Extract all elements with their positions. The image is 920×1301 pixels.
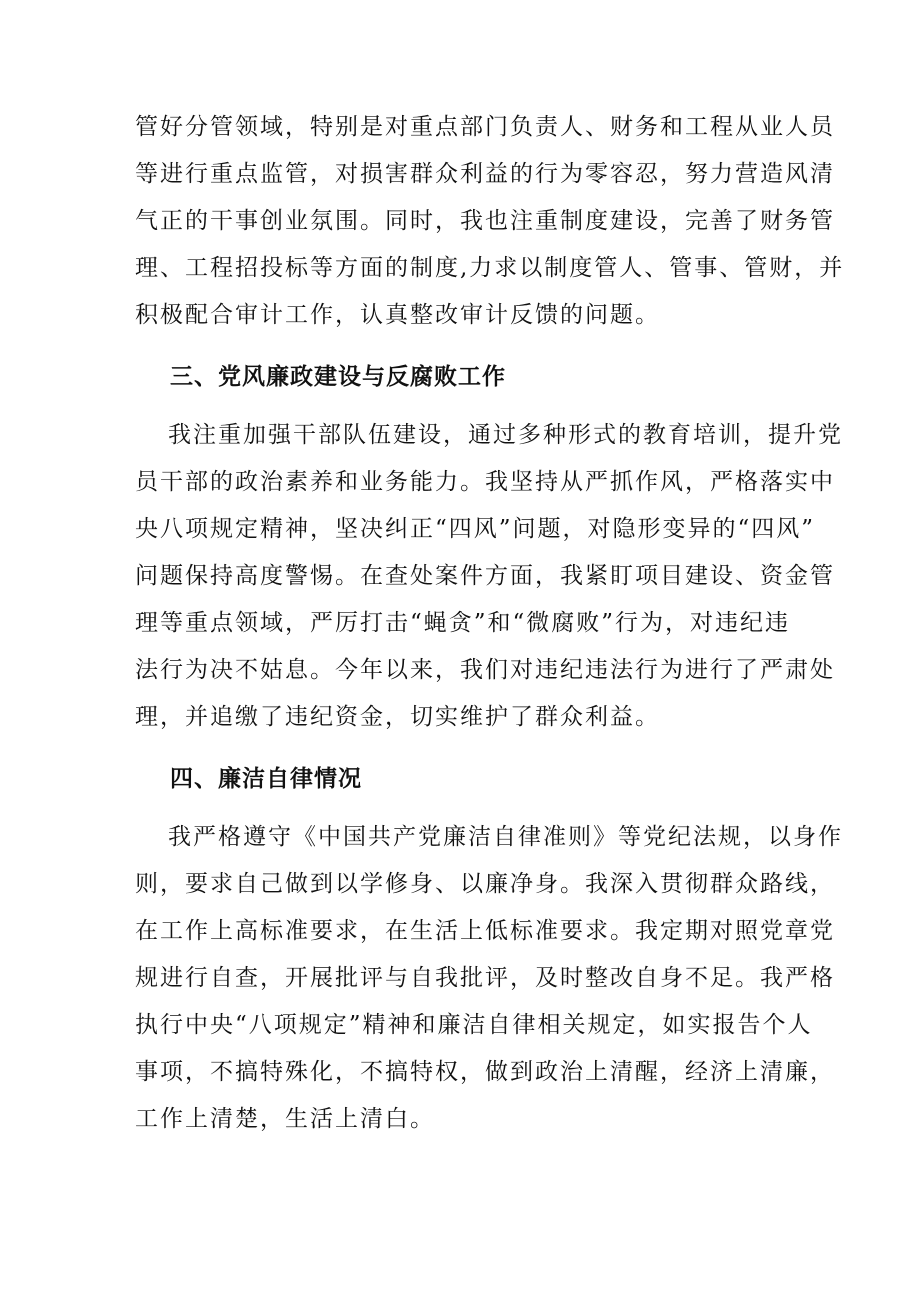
section-3-paragraph <box>135 412 843 741</box>
section-4-paragraph <box>135 814 843 1143</box>
paragraph-line: 执行中央“八项规定”精神和廉洁自律相关规定，如实报告个人 <box>135 1012 813 1038</box>
paragraph-line: 理等重点领域，严厉打击“蝇贪”和“微腐败”行为，对违纪违 <box>135 610 791 636</box>
paragraph-line: 理、工程招投标等方面的制度,力求以制度管人、管事、管财，并 <box>135 255 845 281</box>
paragraph-line: 管好分管领域，特别是对重点部门负责人、财务和工程从业人员 <box>135 114 835 140</box>
paragraph-line: 则，要求自己做到以学修身、以廉净身。我深入贯彻群众路线， <box>135 871 835 897</box>
paragraph-line: 等进行重点监管，对损害群众利益的行为零容忍，努力营造风清 <box>135 161 835 187</box>
paragraph-line: 事项，不搞特殊化，不搞特权，做到政治上清醒，经济上清廉， <box>135 1059 835 1085</box>
paragraph-line: 理，并追缴了违纪资金，切实维护了群众利益。 <box>135 704 660 730</box>
paragraph-line: 法行为决不姑息。今年以来，我们对违纪违法行为进行了严肃处 <box>135 657 835 683</box>
paragraph-line: 我严格遵守《中国共产党廉洁自律准则》等党纪法规，以身作 <box>168 824 843 850</box>
section-heading-3: 三、党风廉政建设与反腐败工作 <box>170 364 506 390</box>
paragraph-line: 工作上清楚，生活上清白。 <box>135 1106 435 1132</box>
paragraph-continuation <box>135 104 845 339</box>
section-heading-4: 四、廉洁自律情况 <box>170 766 362 792</box>
paragraph-line: 员干部的政治素养和业务能力。我坚持从严抓作风，严格落实中 <box>135 469 835 495</box>
paragraph-line: 气正的干事创业氛围。同时，我也注重制度建设，完善了财务管 <box>135 208 835 234</box>
paragraph-line: 积极配合审计工作，认真整改审计反馈的问题。 <box>135 302 660 328</box>
paragraph-line: 央八项规定精神，坚决纠正“四风”问题，对隐形变异的“四风” <box>135 516 816 542</box>
paragraph-line: 问题保持高度警惕。在查处案件方面，我紧盯项目建设、资金管 <box>135 563 835 589</box>
paragraph-line: 我注重加强干部队伍建设，通过多种形式的教育培训，提升党 <box>168 422 843 448</box>
paragraph-line: 在工作上高标准要求，在生活上低标准要求。我定期对照党章党 <box>135 918 835 944</box>
paragraph-line: 规进行自查，开展批评与自我批评，及时整改自身不足。我严格 <box>135 965 835 991</box>
